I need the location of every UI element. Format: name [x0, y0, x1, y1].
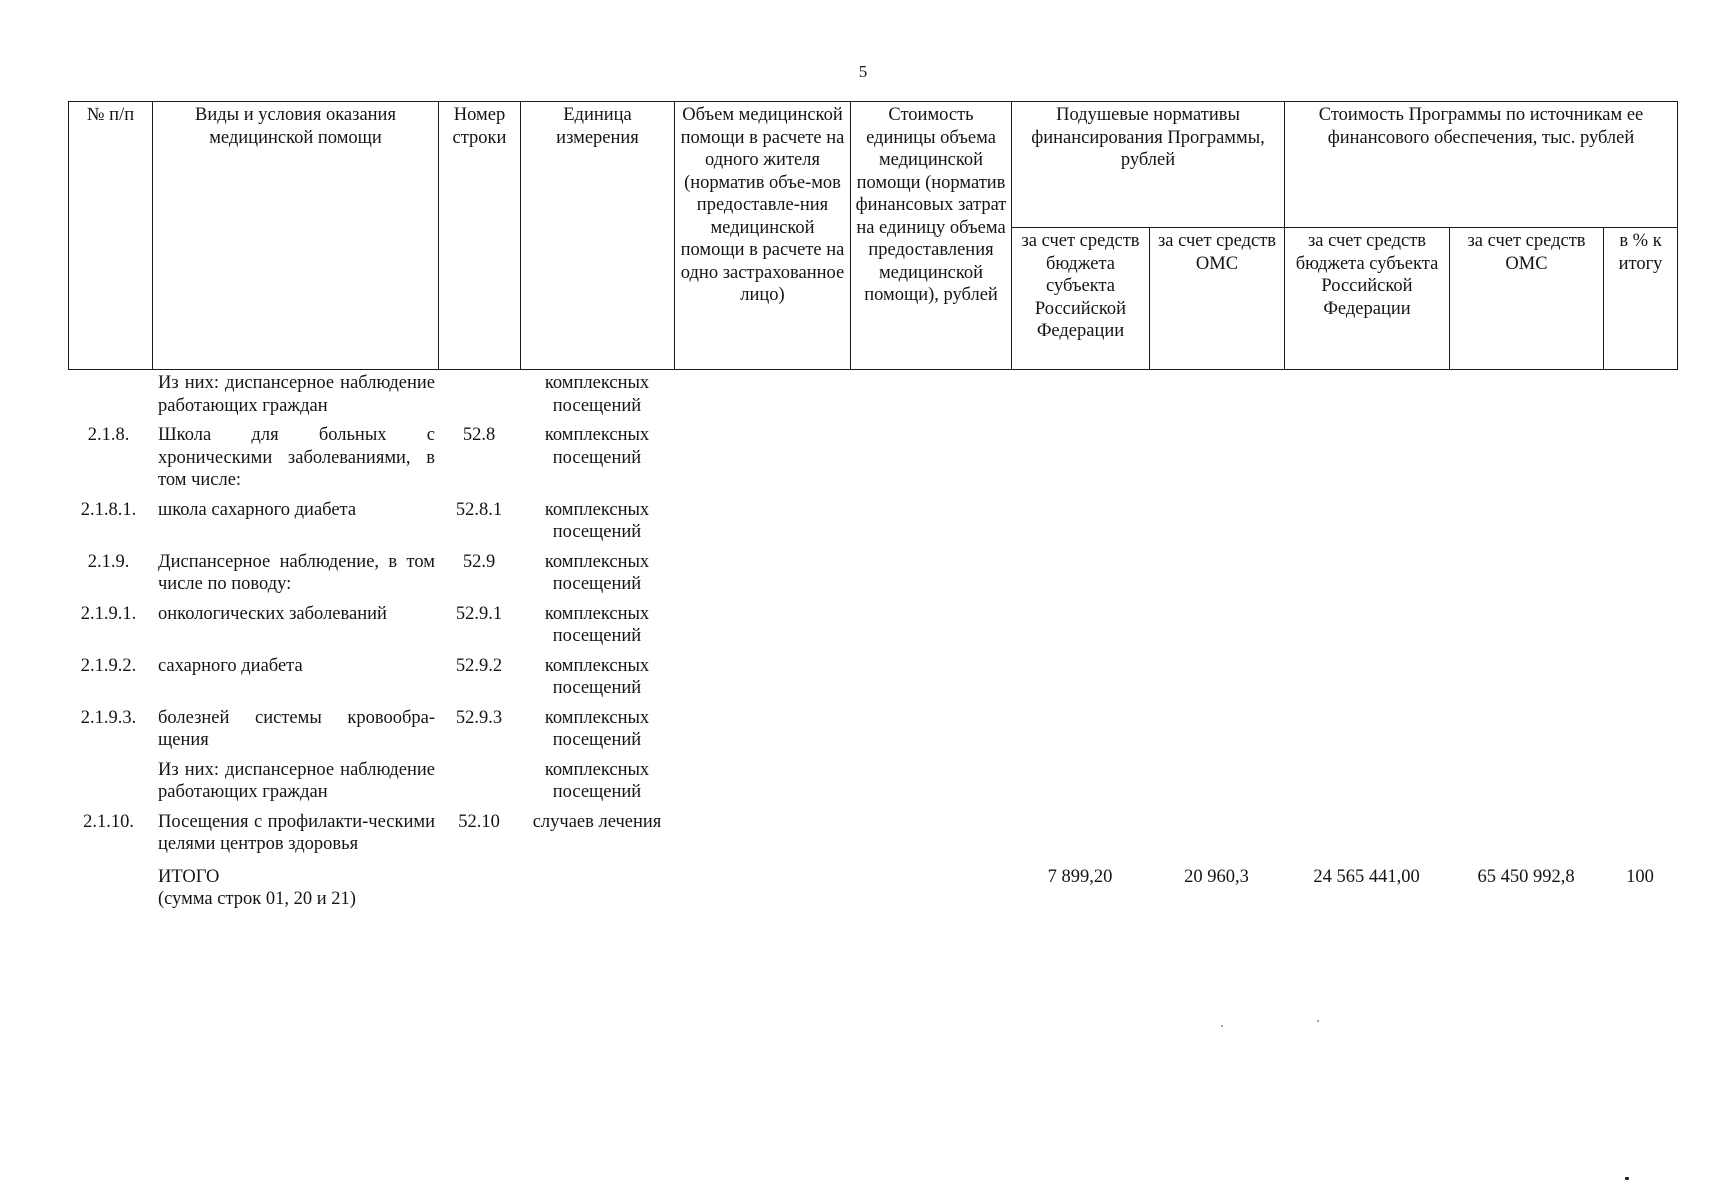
row-num: 2.1.8.: [87, 425, 130, 445]
header-per-capita-oms: за счет средств ОМС: [1150, 228, 1285, 370]
row-empty-cell: [1284, 548, 1449, 600]
row-empty-cell: [1284, 600, 1449, 652]
row-unit: комплексных посещений: [544, 551, 650, 594]
row-num: 2.1.9.3.: [80, 707, 137, 728]
row-empty-cell: [674, 548, 850, 600]
row-empty-cell: [850, 808, 1011, 860]
row-empty-cell: [1284, 496, 1449, 548]
header-program-cost-group: Стоимость Программы по источникам ее финансового обеспечения, тыс. рублей: [1285, 102, 1678, 228]
row-unit: комплексных посещений: [544, 707, 650, 750]
row-unit: комплексных посещений: [544, 655, 650, 698]
row-empty-cell: [1149, 808, 1284, 860]
total-row: [68, 860, 1677, 915]
total-label-cell: [152, 860, 438, 915]
row-unit: комплексных посещений: [544, 499, 650, 542]
row-name: Диспансерное наблюдение, в том числе по поводу:: [158, 551, 435, 594]
row-num: 2.1.10.: [83, 811, 134, 832]
row-empty-cell: [850, 496, 1011, 548]
row-line-number: 52.9.3: [455, 707, 503, 728]
row-empty-cell: [1149, 421, 1284, 496]
row-empty-cell: [1284, 369, 1449, 421]
row-empty-cell: [1149, 496, 1284, 548]
row-empty-cell: [1011, 600, 1149, 652]
table-row: [68, 600, 1677, 652]
scan-speck: [1317, 1020, 1319, 1022]
row-empty-cell: [1603, 756, 1677, 808]
row-num: [68, 369, 152, 421]
row-line-number: 52.9.2: [455, 655, 503, 676]
row-empty-cell: [1449, 704, 1603, 756]
row-unit: комплексных посещений: [544, 759, 650, 802]
row-empty-cell: [1449, 369, 1603, 421]
row-name: болезней системы кровообра-щения: [158, 707, 435, 750]
row-empty-cell: [1603, 369, 1677, 421]
row-num: 2.1.8.1.: [80, 499, 137, 520]
table-row: [68, 704, 1677, 756]
row-empty-cell: [1011, 369, 1149, 421]
row-empty-cell: [1603, 548, 1677, 600]
table-row: [68, 652, 1677, 704]
row-num: 2.1.9.1.: [80, 603, 137, 624]
row-empty-cell: [1149, 652, 1284, 704]
total-per-capita-budget: 7 899,20: [1047, 866, 1113, 887]
row-empty-cell: [674, 421, 850, 496]
row-line-number: 52.9.1: [455, 603, 503, 624]
row-empty-cell: [1449, 421, 1603, 496]
row-empty-cell: [1011, 652, 1149, 704]
row-name: Школа для больных с хроническими заболеваниями, в том числе:: [158, 425, 435, 490]
row-name: Из них: диспансерное наблюдение работающих граждан: [158, 373, 435, 416]
total-sublabel: (сумма строк 01, 20 и 21): [158, 889, 356, 909]
row-empty-cell: [1284, 756, 1449, 808]
row-line-number: 52.8: [462, 425, 496, 445]
table-row: [68, 756, 1677, 808]
row-empty-cell: [674, 652, 850, 704]
row-name: онкологических заболеваний: [158, 603, 387, 624]
row-line-number: 52.9: [462, 551, 496, 572]
row-name: Посещения с профилакти-ческими целями центров здоровья: [158, 811, 435, 854]
row-empty-cell: [1011, 496, 1149, 548]
row-name: сахарного диабета: [158, 655, 303, 676]
row-empty-cell: [674, 496, 850, 548]
rows-body: [68, 369, 1677, 860]
row-empty-cell: [674, 369, 850, 421]
row-empty-cell: [1449, 496, 1603, 548]
row-unit: комплексных посещений: [544, 603, 650, 646]
row-empty-cell: [850, 704, 1011, 756]
table-row: [68, 369, 1677, 421]
total-num: [68, 860, 152, 915]
row-empty-cell: [1603, 704, 1677, 756]
row-line-number: 52.8.1: [455, 499, 503, 520]
row-unit: комплексных посещений: [544, 425, 650, 468]
row-empty-cell: [1603, 652, 1677, 704]
header-num: № п/п: [69, 102, 153, 370]
row-empty-cell: [1449, 756, 1603, 808]
row-name: Из них: диспансерное наблюдение работающих граждан: [158, 759, 435, 802]
row-empty-cell: [850, 369, 1011, 421]
row-empty-cell: [1449, 808, 1603, 860]
row-empty-cell: [1011, 756, 1149, 808]
row-empty-cell: [674, 756, 850, 808]
row-empty-cell: [1449, 548, 1603, 600]
header-per-capita-budget: за счет средств бюджета субъекта Российской Федерации: [1012, 228, 1150, 370]
row-line-number: [438, 756, 520, 808]
row-num: [68, 756, 152, 808]
row-unit: комплексных посещений: [544, 373, 650, 416]
total-label: ИТОГО: [158, 866, 220, 887]
row-empty-cell: [1011, 421, 1149, 496]
row-num: 2.1.9.: [87, 551, 130, 572]
row-empty-cell: [1011, 808, 1149, 860]
row-line-number: 52.10: [458, 811, 500, 832]
total-percent: 100: [1626, 866, 1654, 887]
row-empty-cell: [850, 652, 1011, 704]
row-name: школа сахарного диабета: [158, 499, 357, 520]
row-unit: случаев лечения: [532, 811, 662, 832]
row-empty-cell: [1449, 652, 1603, 704]
row-empty-cell: [1449, 600, 1603, 652]
header-volume: Объем медицинской помощи в расчете на одного жителя (норматив объе-мов предоставле-ния медицинской помощи в расчете на одно застрахованное лицо): [675, 102, 851, 370]
header-cost: Стоимость единицы объема медицинской помощи (норматив финансовых затрат на единицу объема предоставления медицинской помощи), рублей: [851, 102, 1012, 370]
row-empty-cell: [1149, 548, 1284, 600]
row-empty-cell: [1603, 496, 1677, 548]
row-empty-cell: [1149, 756, 1284, 808]
row-empty-cell: [1284, 704, 1449, 756]
row-empty-cell: [1284, 421, 1449, 496]
row-empty-cell: [1011, 548, 1149, 600]
total-cost-oms: 65 450 992,8: [1477, 866, 1575, 887]
table-row: [68, 421, 1677, 496]
table-header: [68, 101, 1678, 370]
total-per-capita-oms: 20 960,3: [1184, 866, 1249, 887]
row-empty-cell: [850, 421, 1011, 496]
table-row: [68, 548, 1677, 600]
header-cost-budget: за счет средств бюджета субъекта Российской Федерации: [1285, 228, 1450, 370]
header-cost-oms: за счет средств ОМС: [1450, 228, 1604, 370]
row-empty-cell: [1284, 652, 1449, 704]
row-num: 2.1.9.2.: [80, 655, 137, 676]
row-empty-cell: [674, 704, 850, 756]
row-empty-cell: [1149, 369, 1284, 421]
total-cost-budget: 24 565 441,00: [1313, 866, 1420, 887]
page-number: 5: [858, 62, 868, 81]
scan-speck: [1221, 1025, 1223, 1027]
header-row-number: Номер строки: [439, 102, 521, 370]
row-empty-cell: [674, 600, 850, 652]
row-empty-cell: [1603, 600, 1677, 652]
row-empty-cell: [1603, 421, 1677, 496]
row-empty-cell: [674, 808, 850, 860]
row-empty-cell: [850, 756, 1011, 808]
row-empty-cell: [1011, 704, 1149, 756]
table-row: [68, 808, 1677, 860]
row-empty-cell: [1603, 808, 1677, 860]
row-empty-cell: [1149, 600, 1284, 652]
table-row: [68, 496, 1677, 548]
scan-speck: [1625, 1177, 1629, 1180]
table-body: [68, 369, 1677, 915]
row-empty-cell: [850, 548, 1011, 600]
row-line-number: [438, 369, 520, 421]
header-unit: Единица измерения: [521, 102, 675, 370]
row-empty-cell: [1284, 808, 1449, 860]
header-per-capita-group: Подушевые нормативы финансирования Программы, рублей: [1012, 102, 1285, 228]
header-types: Виды и условия оказания медицинской помощи: [153, 102, 439, 370]
row-empty-cell: [850, 600, 1011, 652]
header-percent: в % к итогу: [1604, 228, 1678, 370]
row-empty-cell: [1149, 704, 1284, 756]
